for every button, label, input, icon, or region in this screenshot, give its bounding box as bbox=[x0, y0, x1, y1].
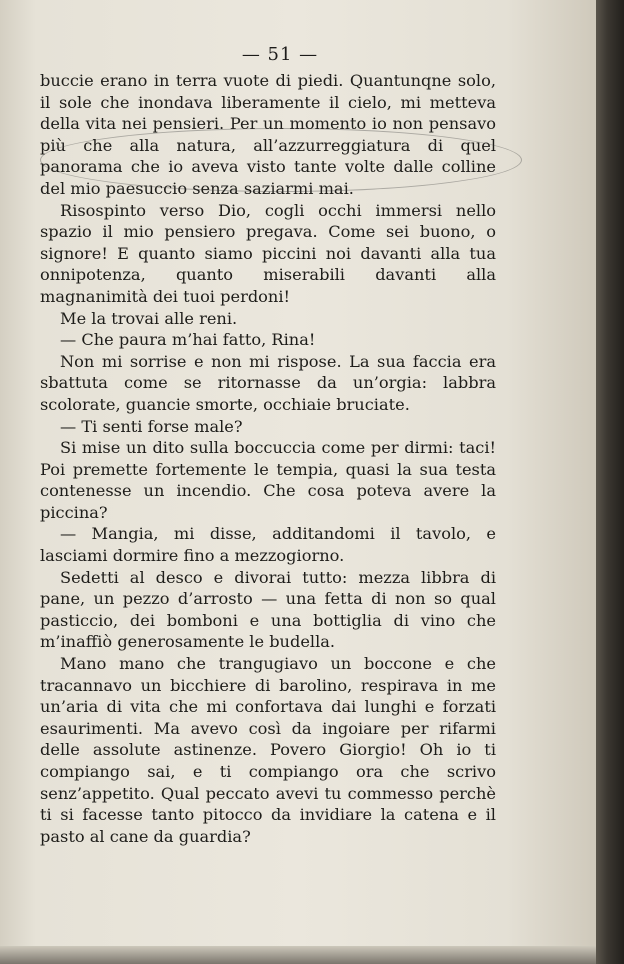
page-bottom-edge bbox=[0, 946, 596, 964]
book-binding-edge bbox=[596, 0, 624, 964]
paragraph-2: Risospinto verso Dio, cogli occhi immersi nello spazio il mio pensiero pregava. Come sei buono, o signore! E quanto siamo piccini noi davanti alla tua onnipotenza, quanto miserabili davanti alla magnanimità dei tuoi perdoni! bbox=[40, 200, 496, 306]
page-number: — 51 — bbox=[241, 44, 319, 65]
paragraph-9: Sedetti al desco e divorai tutto: mezza libbra di pane, un pezzo d’arrosto — una fetta di non so qual pasticcio, dei bomboni e una bottiglia di vino che m’inaffiò generosamente le budella. bbox=[40, 567, 496, 652]
page-text bbox=[40, 70, 496, 847]
paragraph-8: — Mangia, mi disse, additandomi il tavolo, e lasciami dormire fino a mezzogiorno. bbox=[40, 524, 496, 566]
paragraph-5: Non mi sorrise e non mi rispose. La sua faccia era sbattuta come se ritornasse da un’orgia: labbra scolorate, guancie smorte, occhiaie bruciate. bbox=[40, 351, 496, 414]
paragraph-6: — Ti senti forse male? bbox=[60, 416, 243, 436]
paragraph-3: Me la trovai alle reni. bbox=[60, 308, 238, 328]
paragraph-7: Si mise un dito sulla boccuccia come per dirmi: taci! Poi premette fortemente le tempia, quasi la sua testa contenesse un incendio. Che cosa poteva avere la piccina? bbox=[40, 438, 496, 522]
paragraph-4: — Che paura m’hai fatto, Rina! bbox=[60, 330, 316, 350]
paragraph-1: buccie erano in terra vuote di piedi. Quantunqne solo, il sole che inondava liberamente il cielo, mi metteva della vita nei pensieri. Per un momento io non pensavo più che alla natura, all’azzurreggiatura di quel panorama che io aveva visto tante volte dalle colline del mio paesuccio senza saziarmi mai. bbox=[40, 71, 496, 198]
paragraph-10: Mano mano che trangugiavo un boccone e che tracannavo un bicchiere di barolino, respirava in me un’aria di vita che mi confortava dai lunghi e forzati esaurimenti. Ma avevo così da ingoiare per rifarmi delle assolute astinenze. Povero Giorgio! Oh io ti compiango sai, e ti compiango ora che scrivo senz’appetito. Qual peccato avevi tu commesso perchè ti si facesse tanto pitocco da invidiare la catena e il pasto al cane da guardia? bbox=[40, 654, 496, 846]
